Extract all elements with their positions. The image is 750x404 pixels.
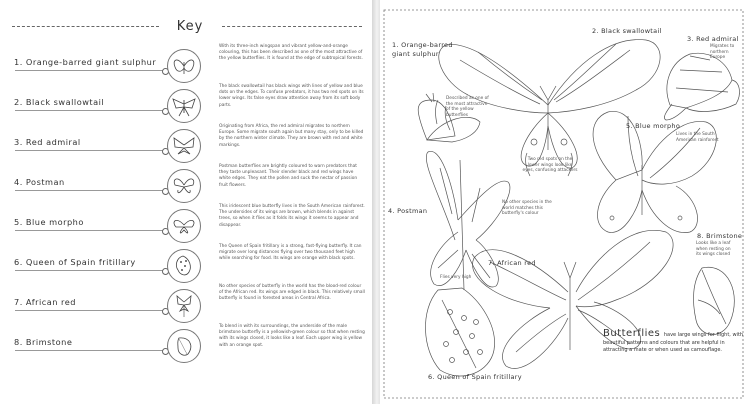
key-description: To blend in with its surroundings, the underside of the male brimstone butterfly is a yellowish-green colour so that when resting with its wings closed, it looks like a leaf. Each upper wing is yellow with an orange spot. bbox=[219, 324, 365, 348]
key-row-4 bbox=[0, 164, 372, 204]
leader-line bbox=[15, 230, 167, 231]
key-label: 2. Black swallowtail bbox=[14, 97, 105, 107]
key-description: Postman butterflies are brightly coloured to warn predators that they taste unpleasant. Their slender black and red wings have white edges. They eat the pollen and suck the nectar of passion fruit flowers. bbox=[219, 164, 358, 188]
key-description: The black swallowtail has black wings with lines of yellow and blue dots on the edges. To confuse predators, it has two red spots on its lower wings. Its false eyes draw attention away from its soft body parts. bbox=[219, 84, 364, 108]
key-label: 4. Postman bbox=[14, 177, 65, 187]
orange-barred-giant-sulphur-icon bbox=[167, 49, 201, 83]
key-label: 5. Blue morpho bbox=[14, 217, 84, 227]
leader-line bbox=[15, 70, 167, 71]
key-title: Key bbox=[176, 19, 204, 34]
postman-icon bbox=[167, 169, 201, 203]
key-description: With its three-inch wingspan and vibrant yellow-and-orange colouring, this has been described as one of the most attractive of the yellow butterflies. It is found at the edge of subtropical forests. bbox=[219, 44, 363, 62]
leader-line bbox=[15, 110, 167, 111]
key-label: 6. Queen of Spain fritillary bbox=[14, 257, 136, 267]
label-brimstone: 8. Brimstone bbox=[697, 232, 743, 240]
note-admiral: Migrates to northern Europe bbox=[710, 44, 735, 60]
leader-line bbox=[15, 190, 167, 191]
footer-text: have large wings for flight, with beautiful patterns and colours that are helpful in attracting a mate or when used as camouflage. bbox=[603, 332, 744, 353]
key-row-8 bbox=[0, 324, 372, 364]
note-fritillary: Flies very high bbox=[440, 275, 472, 280]
key-description: This iridescent blue butterfly lives in the South American rainforest. The undersides of its wings are brown, which blends in against trees, so when it flies as it folds its wings it seems to appear and disappear. bbox=[219, 204, 365, 228]
key-row-5 bbox=[0, 204, 372, 244]
key-label: 1. Orange-barred giant sulphur bbox=[14, 57, 157, 67]
african-red-icon bbox=[167, 289, 201, 323]
black-swallowtail-icon bbox=[167, 89, 201, 123]
blue-morpho-icon bbox=[167, 209, 201, 243]
brimstone-icon bbox=[167, 329, 201, 363]
leader-line bbox=[15, 310, 167, 311]
key-label: 8. Brimstone bbox=[14, 337, 73, 347]
label-african-red: 7. African red bbox=[488, 259, 536, 267]
key-row-7 bbox=[0, 284, 372, 324]
leader-line bbox=[15, 150, 167, 151]
label-queen-of-spain-fritillary: 6. Queen of Spain fritillary bbox=[428, 373, 522, 381]
leader-line bbox=[15, 350, 167, 351]
label-postman: 4. Postman bbox=[388, 207, 428, 215]
red-admiral-drawing bbox=[664, 53, 739, 120]
label-orange-barred-giant-sulphur: 1. Orange-barred giant sulphur bbox=[392, 41, 453, 58]
note-postman: No other species in the world matches this butterfly's colour bbox=[502, 200, 552, 216]
key-row-6 bbox=[0, 244, 372, 284]
title-divider-left bbox=[12, 26, 159, 27]
key-row-2 bbox=[0, 84, 372, 124]
title-divider-right bbox=[222, 26, 362, 27]
brimstone-drawing bbox=[694, 267, 735, 334]
footer-caption bbox=[603, 330, 745, 355]
queen-of-spain-fritillary-icon bbox=[167, 249, 201, 283]
note-brimstone: Looks like a leaf when resting on its wings closed bbox=[696, 241, 731, 257]
key-description: No other species of butterfly in the world has the blood-red colour of the African red. Its wings are edged in black. This relatively small butterfly is found in forested areas in Central Africa. bbox=[219, 284, 365, 302]
label-red-admiral: 3. Red admiral bbox=[687, 35, 739, 43]
label-black-swallowtail: 2. Black swallowtail bbox=[592, 27, 662, 35]
key-label: 3. Red admiral bbox=[14, 137, 81, 147]
book-gutter bbox=[372, 0, 380, 404]
queen-of-spain-fritillary-drawing bbox=[425, 288, 494, 376]
red-admiral-icon bbox=[167, 129, 201, 163]
note-sulphur: Described as one of the most attractive of the yellow butterflies bbox=[446, 96, 489, 118]
key-page bbox=[0, 0, 372, 404]
footer-title: Butterflies bbox=[603, 328, 661, 339]
label-blue-morpho: 5. Blue morpho bbox=[626, 122, 681, 130]
note-morpho: Lives in the South American rainforest bbox=[676, 132, 719, 143]
key-description: The Queen of Spain fritillary is a strong, fast-flying butterfly. It can migrate over long distances flying over two thousand feet high while searching for food. Its wings are orange with black spots. bbox=[219, 244, 362, 262]
key-row-3 bbox=[0, 124, 372, 164]
leader-line bbox=[15, 270, 167, 271]
key-label: 7. African red bbox=[14, 297, 76, 307]
note-swallowtail: Two red spots on the lower wings look like eyes, confusing attackers bbox=[522, 157, 578, 173]
key-description: Originating from Africa, the red admiral migrates to northern Europe. Some migrate south again but many stay, only to be killed by the northern winter climate. They are brown with red and white markings. bbox=[219, 124, 364, 148]
postman-drawing bbox=[426, 151, 510, 290]
key-row-1 bbox=[0, 44, 372, 84]
